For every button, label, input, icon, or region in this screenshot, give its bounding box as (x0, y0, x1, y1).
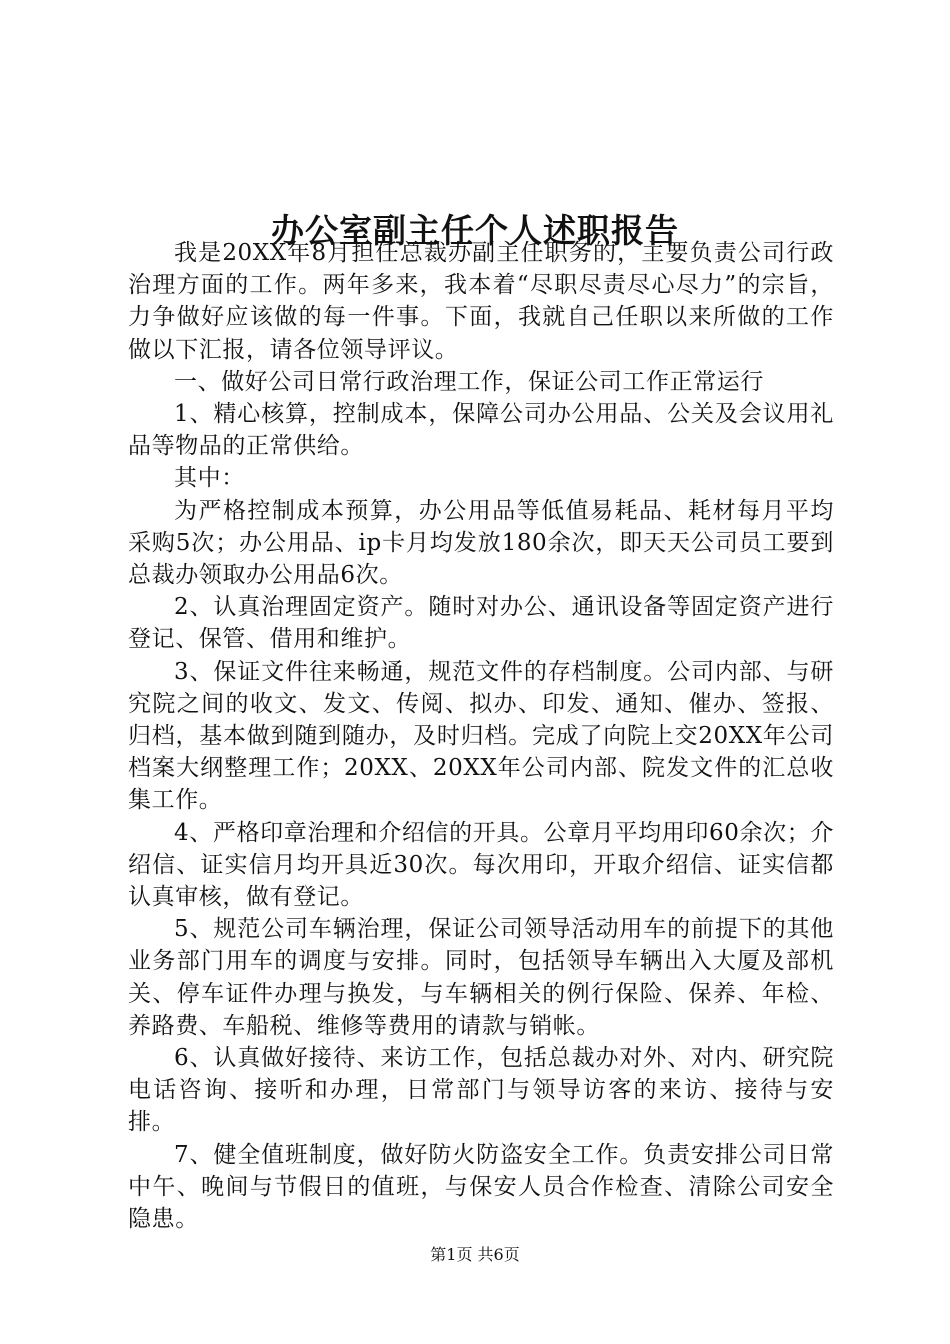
document-body (128, 237, 834, 1235)
page-title: 办公室副主任个人述职报告 (271, 211, 679, 251)
paragraph-intro: 我是20XX年8月担任总裁办副主任职务的，主要负责公司行政治理方面的工作。两年多来，我本着“尽职尽责尽心尽力”的宗旨，力争做好应该做的每一件事。下面，我就自己任职以来所做的工作做以下汇报，请各位领导评议。 (128, 240, 834, 363)
paragraph-item-7: 7、健全值班制度，做好防火防盗安全工作。负责安排公司日常中午、晚间与节假日的值班，与保安人员合作检查、清除公司安全隐患。 (128, 1141, 834, 1233)
paragraph-item-5: 5、规范公司车辆治理，保证公司领导活动用车的前提下的其他业务部门用车的调度与安排。同时，包括领导车辆出入大厦及部机关、停车证件办理与换发，与车辆相关的例行保险、保养、年检、养路费、车船税、维修等费用的请款与销帐。 (128, 916, 834, 1039)
paragraph-item-1: 1、精心核算，控制成本，保障公司办公用品、公关及会议用礼品等物品的正常供给。 (128, 401, 834, 460)
page-footer: 第1页 共6页 (430, 1245, 520, 1264)
paragraph-item-3: 3、保证文件往来畅通，规范文件的存档制度。公司内部、与研究院之间的收文、发文、传阅、拟办、印发、通知、催办、签报、归档，基本做到随到随办，及时归档。完成了向院上交20XX年公司档案大纲整理工作；20XX、20XX年公司内部、院发文件的汇总收集工作。 (128, 658, 834, 814)
paragraph-item-6: 6、认真做好接待、来访工作，包括总裁办对外、对内、研究院电话咨询、接听和办理，日常部门与领导访客的来访、接待与安排。 (128, 1045, 834, 1136)
paragraph-item-4: 4、严格印章治理和介绍信的开具。公章月平均用印60余次；介绍信、证实信月均开具近30次。每次用印，开取介绍信、证实信都认真审核，做有登记。 (128, 819, 834, 911)
paragraph-cost-detail: 为严格控制成本预算，办公用品等低值易耗品、耗材每月平均采购5次；办公用品、ip卡月均发放180余次，即天天公司员工要到总裁办领取办公用品6次。 (128, 497, 834, 589)
paragraph-item-2: 2、认真治理固定资产。随时对办公、通讯设备等固定资产进行登记、保管、借用和维护。 (128, 594, 834, 653)
paragraph-among: 其中： (174, 465, 245, 492)
section-heading-1: 一、做好公司日常行政治理工作，保证公司工作正常运行 (174, 368, 764, 395)
